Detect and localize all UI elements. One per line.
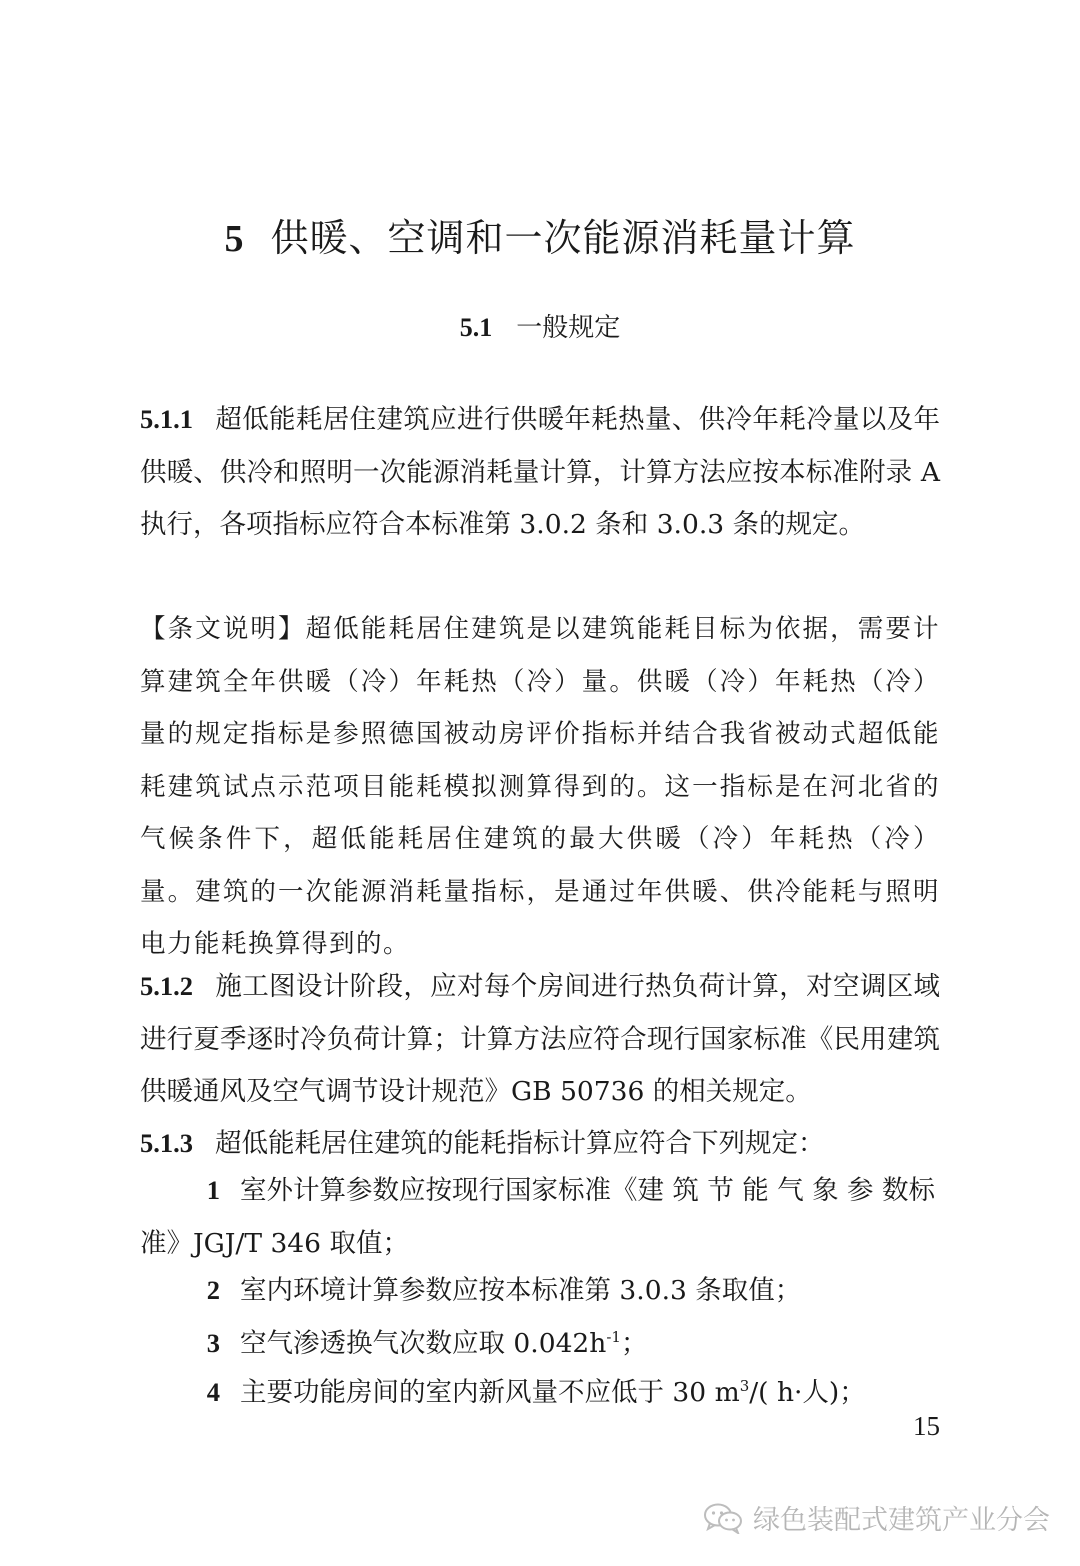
clause-5-1-1 <box>140 393 940 552</box>
explanation-text: 超低能耗居住建筑是以建筑能耗目标为依据，需要计算建筑全年供暖（冷）年耗热（冷）量。供暖（冷）年耗热（冷）量的规定指标是参照德国被动房评价指标并结合我省被动式超低能耗建筑试点示范项目能耗模拟测算得到的。这一指标是在河北省的气候条件下，超低能耗居住建筑的最大供暖（冷）年耗热（冷）量。建筑的一次能源消耗量指标，是通过年供暖、供冷能耗与照明电力能耗换算得到的。 <box>140 614 940 959</box>
item-text: 室外计算参数应按现行国家标准《建 筑 节 能 气 象 参 数标 准》JGJ/T 346 取值； <box>140 1175 935 1259</box>
item-text: 空气渗透换气次数应取 0.042h <box>240 1327 607 1359</box>
chapter-title <box>0 208 1080 269</box>
clause-explanation <box>140 603 940 971</box>
section-number: 5.1 <box>459 313 493 342</box>
list-item <box>140 1264 940 1318</box>
item-text-end: ； <box>620 1327 648 1359</box>
clause-5-1-2 <box>140 960 940 1119</box>
section-title-text: 一般规定 <box>516 313 621 343</box>
list-item <box>140 1164 940 1270</box>
watermark <box>703 1498 1050 1537</box>
wechat-icon <box>703 1502 743 1534</box>
watermark-text: 绿色装配式建筑产业分会 <box>753 1505 1050 1536</box>
item-number: 2 <box>206 1275 220 1305</box>
page-number: 15 <box>913 1411 940 1441</box>
clause-number: 5.1.3 <box>140 1128 193 1158</box>
chapter-number: 5 <box>224 218 245 260</box>
item-text: 主要功能房间的室内新风量不应低于 30 m <box>240 1376 740 1408</box>
item-text: 室内环境计算参数应按本标准第 3.0.3 条取值； <box>240 1275 802 1306</box>
superscript: 3 <box>739 1377 750 1395</box>
clause-text: 超低能耗居住建筑应进行供暖年耗热量、供冷年耗冷量以及年供暖、供冷和照明一次能源消耗量计算，计算方法应按本标准附录 A 执行，各项指标应符合本标准第 3.0.2 条和 3.0.3 条的规定。 <box>140 404 940 540</box>
superscript: -1 <box>606 1328 621 1346</box>
section-title <box>0 306 1080 350</box>
item-number: 1 <box>206 1175 220 1205</box>
item-text-end: /( h·人)； <box>749 1376 866 1408</box>
item-number: 4 <box>206 1376 220 1407</box>
clause-number: 5.1.2 <box>140 971 193 1001</box>
explanation-label: 【条文说明】 <box>140 614 306 644</box>
chapter-title-text: 供暖、空调和一次能源消耗量计算 <box>270 216 856 260</box>
clause-text: 施工图设计阶段，应对每个房间进行热负荷计算，对空调区域进行夏季逐时冷负荷计算；计算方法应符合现行国家标准《民用建筑供暖通风及空气调节设计规范》GB 50736 的相关规定。 <box>140 971 940 1107</box>
list-item <box>140 1360 940 1419</box>
clause-number: 5.1.1 <box>140 404 193 434</box>
item-number: 3 <box>206 1327 220 1358</box>
clause-5-1-3 <box>140 1117 940 1171</box>
clause-text: 超低能耗居住建筑的能耗指标计算应符合下列规定： <box>215 1128 825 1159</box>
